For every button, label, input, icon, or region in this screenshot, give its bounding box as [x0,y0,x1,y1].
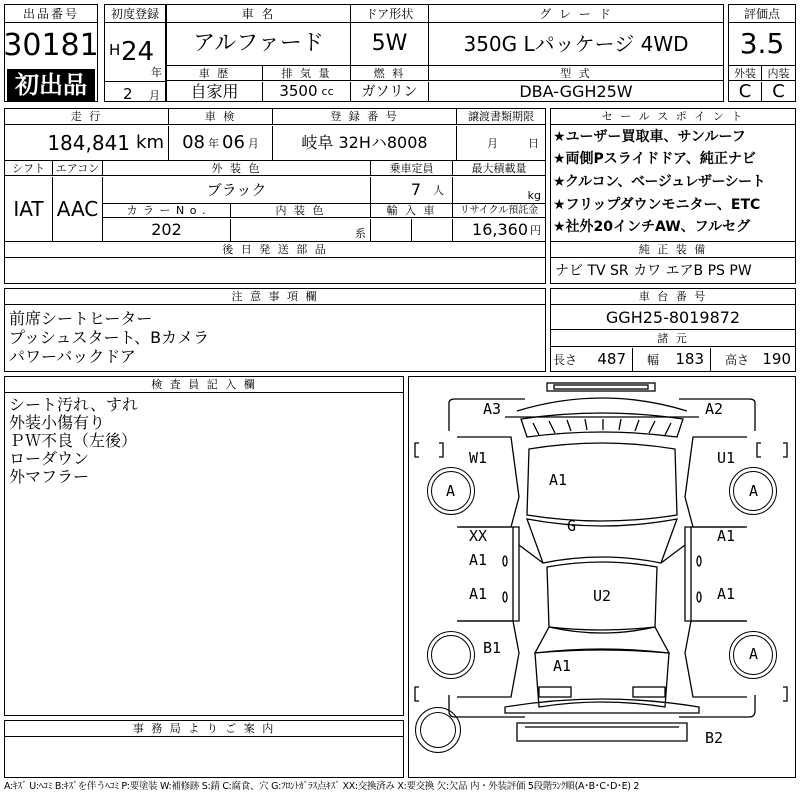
equipment-header: 純 正 装 備 [551,242,795,258]
sales-point-item: ★社外20インチAW、フルセグ [553,219,751,235]
registration-month: 2 [123,85,133,103]
registration-header: 初度登録 [105,5,165,23]
later-parts-value [5,259,545,283]
dims-height-value: 190 [762,350,791,368]
office-header: 事 務 局 よ り ご 案 内 [5,721,403,737]
chassis-value: GGH25-8019872 [551,306,795,330]
damage-mark-u1: U1 [717,449,736,467]
interior-grade-value: C [772,80,785,102]
car-name-value: アルファード [167,23,351,65]
damage-mark-a1-left-1: A1 [469,551,488,569]
damage-mark-b2: B2 [705,729,724,747]
inspection-cell [169,126,273,160]
exterior-color-header: 外 装 色 [103,161,371,176]
mileage-header: 走 行 [5,109,169,125]
inspection-header: 車 検 [169,109,273,125]
registration-year-unit: 年 [151,66,162,79]
car-diagram [409,377,795,777]
damage-mark-wheel-fr: A [749,482,759,500]
interior-color-cell [231,219,371,241]
office-box [4,720,404,778]
car-name-header: 車 名 [167,5,351,23]
history-header: 車 歴 [167,66,263,81]
car-diagram-box [408,376,796,778]
fuel-value: ガソリン [351,82,429,101]
chassis-header: 車 台 番 号 [551,289,795,305]
inspection-year: 08 [182,132,205,153]
mileage-cell [5,126,169,160]
sales-point-item: ★クルコン、ベージュレザーシート [553,174,766,190]
inspector-line: 外マフラー [9,467,90,486]
max-load-header: 最大積載量 [453,161,545,176]
lot-number: 30181 [3,28,99,63]
shift-header: シフト [5,161,53,176]
damage-mark-a1-rear: A1 [553,657,572,675]
displacement-cell [263,82,351,101]
capacity-header: 乗車定員 [371,161,453,176]
inspector-header: 検 査 員 記 入 欄 [5,377,403,393]
mileage-value: 184,841 [47,131,131,155]
import-value [371,219,453,241]
dims-length-cell [551,348,633,371]
color-no-value: 202 [103,219,231,241]
exterior-grade-value: C [729,82,762,101]
equipment-value: ナビ TV SR カワ エアB PS PW [555,263,752,279]
recycle-unit: 円 [530,223,541,237]
rating-box [728,4,796,102]
damage-mark-a1-right-1: A1 [717,527,736,545]
door-value: 5W [351,23,429,65]
inspector-line: シート汚れ、すれ [9,395,138,414]
dims-width-label: 幅 [647,352,660,367]
dims-length-label: 長さ [553,352,578,367]
damage-mark-a1-right-2: A1 [717,585,736,603]
damage-mark-u2: U2 [593,587,612,605]
notes-line: プッシュスタート、Bカメラ [9,328,210,347]
rating-header: 評価点 [729,5,795,23]
door-header: ドア形状 [351,5,429,23]
capacity-unit: 人 [433,183,444,197]
plate-value: 岐阜 32Hハ8008 [273,126,457,160]
damage-mark-wheel-rr: A [749,645,759,663]
notes-header: 注 意 事 項 欄 [5,289,545,305]
damage-mark-a3: A3 [483,400,502,418]
fuel-header: 燃 料 [351,66,429,81]
sales-point-item: ★フリップダウンモニター、ETC [553,197,761,213]
dims-header: 諸 元 [551,331,795,347]
displacement-unit: cc [321,85,334,98]
dims-height-cell [711,348,795,371]
recycle-value: 16,360 [472,220,528,239]
exterior-grade-header: 外装 [729,66,762,81]
grade-header: グ レ ー ド [429,5,723,23]
notes-line: 前席シートヒーター [9,309,153,328]
exterior-color-value: ブラック [103,177,371,203]
damage-mark-w1: W1 [469,449,488,467]
plate-header: 登 録 番 号 [273,109,457,125]
dims-height-label: 高さ [725,352,750,367]
transfer-cell [457,126,545,160]
interior-color-unit: 系 [355,227,366,240]
notes-box [4,288,546,372]
later-parts-header: 後 日 発 送 部 品 [5,242,545,258]
damage-mark-a1-hood: A1 [549,471,568,489]
recycle-cell [453,219,545,241]
inspection-month-unit: 月 [247,136,259,150]
sales-point-item: ★ユーザー買取車、サンルーフ [553,129,746,145]
model-header: 型 式 [429,66,723,81]
displacement-header: 排 気 量 [263,66,351,81]
chassis-box [550,288,796,372]
capacity-cell [371,177,453,203]
transfer-day-unit: 日 [528,136,539,150]
legend: A:ｷｽﾞ U:ﾍｺﾐ B:ｷｽﾞを伴うﾍｺﾐ P:要塗装 W:補修跡 S:錆 C:腐食、穴 G:ﾌﾛﾝﾄｶﾞﾗｽ点ｷｽﾞ XX:交換済み X:要交換 欠:欠品 内・外装評価 5段階ﾗﾝｸ順(A･B･C･D･E) 2 [4,781,640,792]
inspector-line: ＰＷ不良（左後） [9,431,138,450]
dims-length-value: 487 [597,350,626,368]
first-listing-badge: 初出品 [7,69,95,101]
sales-points-box [550,108,796,284]
history-value: 自家用 [167,82,263,101]
mileage-unit: km [136,132,164,153]
registration-box [104,4,166,102]
lot-box [4,4,98,102]
recycle-header: リサイクル預託金 [453,204,545,218]
import-header: 輸 入 車 [371,204,453,218]
lot-header: 出品番号 [5,5,97,23]
registration-era: H [109,41,121,59]
interior-color-header: 内 装 色 [231,204,371,218]
damage-mark-b1: B1 [483,639,502,657]
aircon-header: エアコン [53,161,103,176]
dims-width-value: 183 [675,350,704,368]
grade-value: 350G Lパッケージ 4WD [463,32,689,56]
aircon-value: AAC [53,177,103,241]
inspector-line: 外装小傷有り [9,413,106,432]
transfer-month-unit: 月 [487,136,498,150]
transfer-header: 譲渡書類期限 [457,109,545,125]
notes-line: パワーバックドア [9,347,136,366]
damage-mark-wheel-fl: A [446,482,456,500]
inspector-box [4,376,404,716]
damage-mark-xx: XX [469,527,488,545]
max-load-cell [453,177,545,203]
damage-mark-g: G [567,517,577,535]
details-box [4,108,546,284]
inspection-year-unit: 年 [208,136,219,150]
interior-grade-header: 内装 [762,66,795,81]
shift-value: IAT [5,177,53,241]
model-value: DBA-GGH25W [519,81,633,101]
damage-mark-a2: A2 [705,400,724,418]
damage-mark-a1-left-2: A1 [469,585,488,603]
inspection-month: 06 [222,132,245,153]
registration-month-unit: 月 [149,89,160,102]
vehicle-info-box [166,4,724,102]
inspector-line: ローダウン [9,449,90,468]
sales-point-item: ★両側Pスライドドア、純正ナビ [553,151,756,167]
max-load-unit: kg [527,189,541,202]
registration-year: 24 [121,37,155,67]
color-no-header: カ ラ ー N o . [103,204,231,218]
displacement-value: 3500 [279,82,318,100]
dims-width-cell [633,348,711,371]
capacity-value: 7 [410,180,421,199]
rating-value: 3.5 [739,27,785,60]
sales-points-header: セ ー ル ス ポ イ ン ト [551,109,795,125]
